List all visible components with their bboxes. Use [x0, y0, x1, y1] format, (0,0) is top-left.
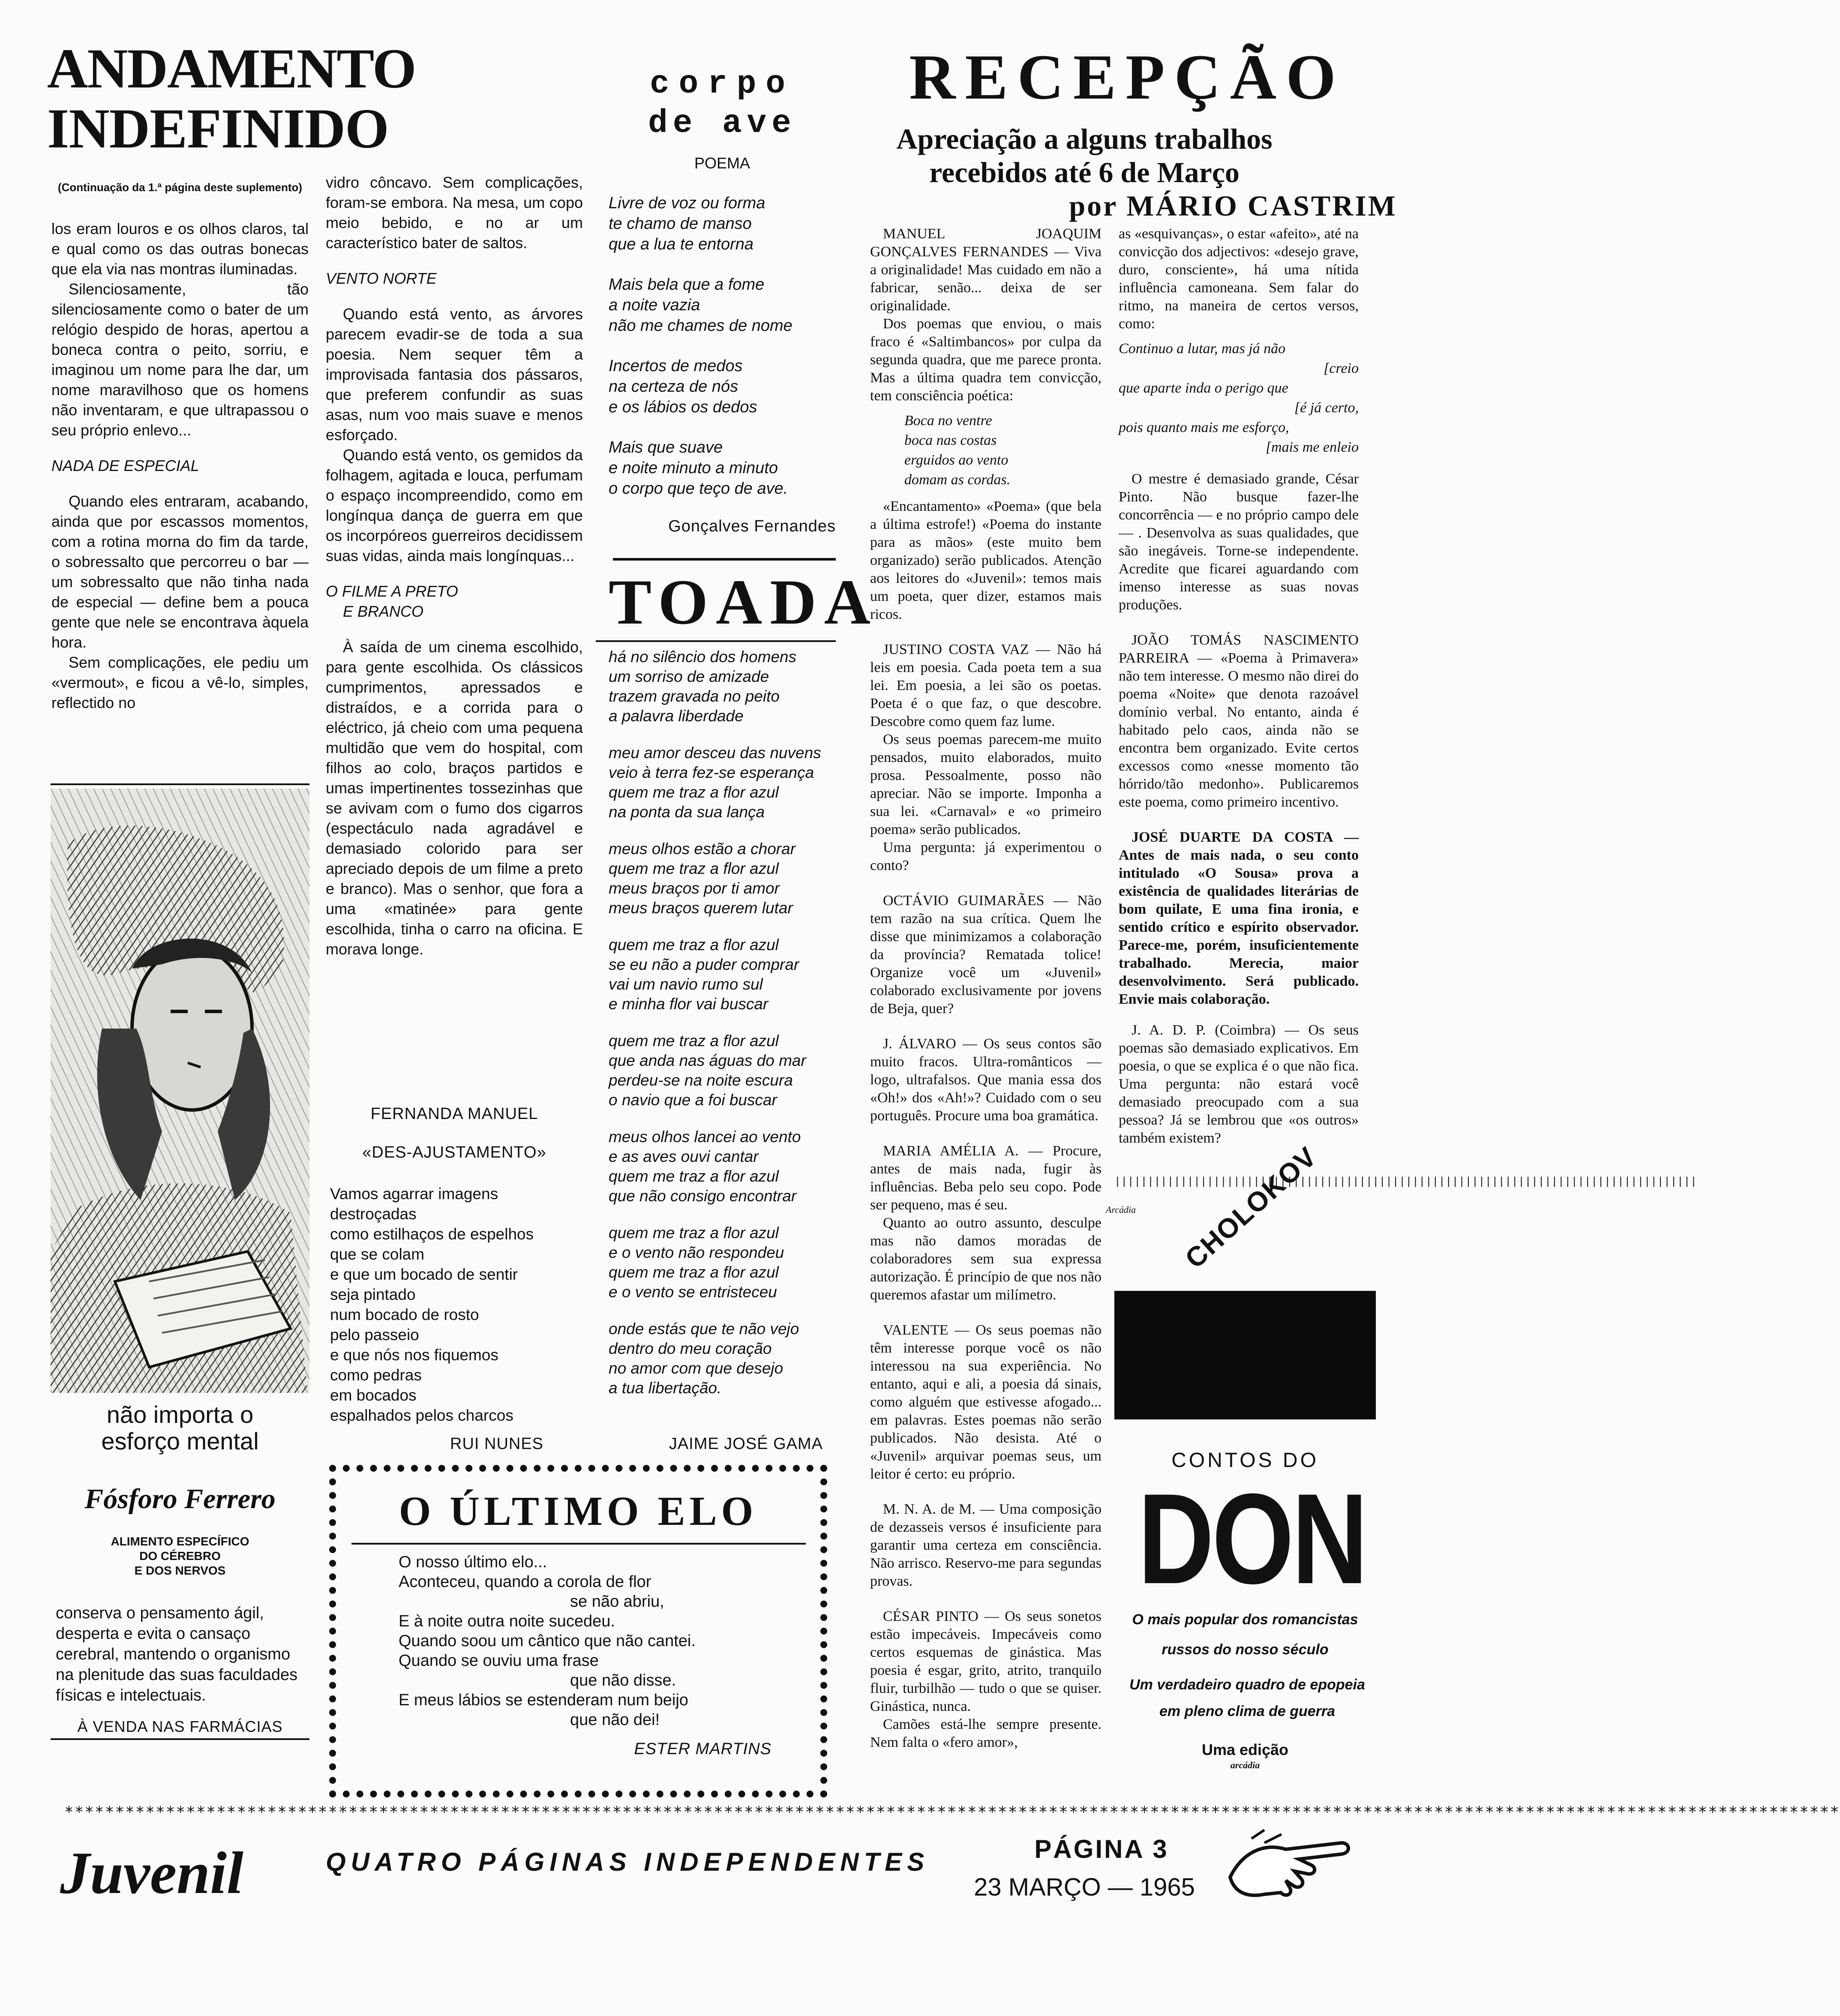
col2-para2: Quando está vento, as árvores parecem evadir-se de toda a sua poesia. Nem sequer têm a improvisada fantasia dos pássaros, que preferem confundir as suas asas, num voo mais suave e menos esforçado. [326, 305, 583, 444]
poem-line: há no silêncio dos homens [609, 648, 797, 666]
poem-line: se eu não a puder comprar [609, 956, 799, 973]
poem-line: meus braços por ti amor [609, 879, 780, 897]
col2-para4: À saída de um cinema escolhido, para gente escolhida. Os clássicos cumprimentos, apressados e distraídos, e a corrida para o eléctrico, já cheio com uma pequena multidão que vem do hospital, com filhos ao colo, braços partidos e umas impertinentes tossezinhas que se avivam com o fumo dos cigarros (espectáculo nada agradável e demasiado colorido para ser apreciado depois de um filme a preto e branco). Mas o senhor, que fora a uma «matinée» para gente escolhida, tinha o carro na oficina. E morava longe. [326, 638, 583, 958]
recepcao-sub2: recebidos até 6 de Março [929, 156, 1240, 189]
recepcao-byline: por MÁRIO CASTRIM [1069, 189, 1397, 222]
col6-p5: J. A. D. P. (Coimbra) — Os seus poemas são demasiado explicativos. Em poesia, o que se explica é o que não fica. Uma pergunta: não estará você demasiado preocupado com a sua pessoa? Já se lembrou que «os outros» também existem? [1119, 1022, 1359, 1146]
poem-line: quem me traz a flor azul [609, 936, 779, 954]
stanza [609, 356, 831, 417]
poem-line: e que um bocado de sentir [330, 1266, 518, 1283]
corpo-signature: Gonçalves Fernandes [668, 517, 836, 535]
toada-title: TOADA [609, 567, 878, 638]
recepcao-sub1: Apreciação a alguns trabalhos [896, 123, 1273, 155]
col1-para3: Quando eles entraram, acabando, ainda que por escassos momentos, com a rotina morna do fim da tarde, o sobressalto que percorreu o bar — um sobressalto que não tinha nada de especial — define bem a pouca gente que nele se encontrava àquela hora. [51, 492, 309, 651]
col6-p2: O mestre é demasiado grande, César Pinto. Não busque fazer-lhe concorrência — e no próprio campo dele — . Desenvolva as suas qualidades, que são inegáveis. Torne-se independente. Acredite que ficarei aguardando com imenso interesse as suas novas produções. [1119, 471, 1359, 613]
col6-text [1119, 225, 1359, 1147]
poem-line: vai um navio rumo sul [609, 975, 763, 993]
col1-title-line2: INDEFINIDO [47, 97, 389, 160]
stanza [609, 743, 840, 822]
col2-para1: vidro côncavo. Sem complicações, foram-se embora. Na mesa, um copo meio bebido, e no ar um característico bater de saltos. [326, 174, 583, 252]
quote-line: domam as cordas. [904, 472, 1011, 488]
col5-p7: OCTÁVIO GUIMARÃES — Não tem razão na sua crítica. Quem lhe disse que minimizamos a colaboração da província? Rematada tolice! Organize você um «Juvenil» colaborado exclusivamente por jovens de Beja, quer? [870, 893, 1102, 1017]
poem-line: dentro do meu coração [609, 1340, 772, 1357]
quote-line: erguidos ao vento [904, 452, 1009, 468]
col5-p3: «Encantamento» «Poema» (que bela a última estrofe!) «Poema do instante para as mãos» (este muito bem organizado) serão publicados. Atenção aos leitores do «Juvenil»: temos mais um poeta, quer dizer, estamos mais ricos. [870, 498, 1102, 622]
poem-line: seja pintado [330, 1286, 416, 1303]
ad2-title: DON [1138, 1467, 1366, 1611]
col5-p1: MANUEL JOAQUIM GONÇALVES FERNANDES — Viva a originalidade! Mas cuidado em não a fabricar, senão... deixa de ser originalidade. [870, 226, 1102, 314]
col2-subhead1: VENTO NORTE [326, 270, 437, 287]
poem-line: Mais bela que a fome [609, 276, 765, 294]
poem-line: que se colam [330, 1245, 425, 1263]
elo-title: O ÚLTIMO ELO [399, 1488, 758, 1534]
toada-poem [609, 647, 840, 1415]
poem-line: e o vento se entristeceu [609, 1283, 777, 1301]
stanza [609, 647, 840, 726]
ad1-caption [51, 1401, 309, 1455]
col5-p11: VALENTE — Os seus poemas não têm interesse porque você os não interessou na sua experiência. No entanto, aqui e ali, a poesia dá sinais, como alguém que estivesse afogado... em palavras. Estes poemas não serão publicados. Não desista. Até o «Juvenil» arquivar poemas seus, um leitor é certo: eu próprio. [870, 1322, 1102, 1482]
col2-para3: Quando está vento, os gemidos da folhagem, agitada e louca, perfumam o espaço incompreendido, como em longínqua dança de guerra em que os incorpóreos guerreiros decidissem suas vidas, ainda mais longínquas... [326, 446, 583, 564]
stanza [609, 1319, 840, 1398]
poem-line: Mais que suave [609, 438, 723, 456]
quote-line: [é já certo, [1294, 400, 1359, 416]
corpo-poem [609, 193, 831, 519]
poem-line: a tua libertação. [609, 1379, 722, 1397]
corpo-subtitle: POEMA [694, 154, 750, 172]
poem-line: e as aves ouvi cantar [609, 1148, 759, 1165]
poem-line: Aconteceu, quando a corola de flor [399, 1573, 651, 1591]
col5-quote [904, 411, 1102, 490]
col2-subhead2b: E BRANCO [343, 603, 424, 620]
col1-para4: Sem complicações, ele pediu um «vermout», e ficou a vê-lo, simples, reflectido no [51, 654, 309, 711]
poem-line: se não abriu, [570, 1593, 664, 1611]
poem-line: que não dei! [570, 1711, 660, 1729]
ad2-line1: O mais popular dos romancistas [1132, 1611, 1358, 1628]
poem-line: a noite vazia [609, 296, 700, 314]
thinker-drawing [51, 789, 309, 1393]
col6-p1: as «esquivanças», o estar «afeito», até na convicção dos adjectivos: «desejo grave, duro, consciente», há uma nítida influência camoneana. Sem falar do ritmo, na maneira de certos versos, como: [1119, 226, 1359, 332]
poem-line: quem me traz a flor azul [609, 1167, 779, 1185]
footer-page: PÁGINA 3 [1034, 1835, 1169, 1863]
poem-line: meu amor desceu das nuvens [609, 744, 821, 762]
col6-quote [1119, 339, 1359, 457]
poem-line: O nosso último elo... [399, 1553, 547, 1571]
col5-p8: J. ÁLVARO — Os seus contos são muito fracos. Ultra-românticos — logo, ultrafalsos. Que mania essa dos «Oh!» dos «Ah!»? Cuidado com o seu português. Procure uma boa gramática. [870, 1036, 1102, 1124]
footer-stars: ******************************************************************************************************************************************************************************* [64, 1803, 1840, 1821]
poem-line: quem me traz a flor azul [609, 1224, 779, 1242]
col5-p14: Camões está-lhe sempre presente. Nem falta o «fero amor», [870, 1716, 1102, 1750]
col1-text [51, 219, 309, 713]
poem-line: e que nós nos fiquemos [330, 1346, 498, 1364]
poem-line: Quando se ouviu uma frase [399, 1652, 599, 1670]
poem-line: quem me traz a flor azul [609, 860, 779, 877]
col5-p10: Quanto ao outro assunto, desculpe mas não damos moradas de colaboradores sem sua expressa autorização. É princípio de que nos não queremos afastar um milímetro. [870, 1215, 1102, 1303]
toada-bottom-rule [596, 640, 836, 642]
poem-line: destroçadas [330, 1205, 417, 1223]
poem-line: Vamos agarrar imagens [330, 1185, 498, 1203]
stanza [609, 1127, 840, 1206]
poem-line: um sorriso de amizade [609, 668, 769, 685]
corpo-title-line1: corpo [649, 66, 795, 102]
quote-line: Continuo a lutar, mas já não [1119, 341, 1286, 357]
col2-text [326, 172, 583, 959]
poem-line: como estilhaços de espelhos [330, 1225, 534, 1243]
desajustamento-poem [330, 1184, 583, 1425]
corpo-title-line2: de ave [648, 105, 796, 142]
poem-line: meus braços querem lutar [609, 899, 793, 917]
poem-line: quem me traz a flor azul [609, 783, 779, 801]
poem-line: que anda nas águas do mar [609, 1052, 806, 1069]
elo-poem [399, 1552, 784, 1730]
col5-p2: Dos poemas que enviou, o mais fraco é «Saltimbancos» por culpa da segunda quadra, que me parece pronta. Mas a última quadra tem convicção, tem consciência poética: [870, 316, 1102, 404]
poem-line: veio à terra fez-se esperança [609, 764, 814, 781]
col1-para1: los eram louros e os olhos claros, tal e qual como os das outras bonecas que ela via nas montras iluminadas. [51, 220, 309, 278]
poem-line: Quando soou um cântico que não cantei. [399, 1632, 696, 1650]
stanza [609, 274, 831, 336]
ad1-caption-line2: esforço mental [101, 1428, 259, 1455]
poem-line: em bocados [330, 1386, 417, 1404]
stanza [609, 1223, 840, 1302]
quote-line: [mais me enleio [1265, 439, 1359, 455]
desajustamento-signature: RUI NUNES [450, 1435, 544, 1453]
elo-signature: ESTER MARTINS [634, 1740, 771, 1758]
ad2-line3: Um verdadeiro quadro de epopeia em pleno clima de guerra [1129, 1677, 1365, 1719]
ad1-tagline-line1: ALIMENTO ESPECÍFICO [111, 1535, 249, 1548]
ad1-tagline [51, 1534, 309, 1578]
stanza [609, 839, 840, 918]
col5-text [870, 225, 1102, 1752]
ad1-tagline-line2: DO CÉREBRO [139, 1549, 221, 1563]
poem-line: que a lua te entorna [609, 235, 754, 253]
ad1-body: conserva o pensamento ágil, desperta e evita o cansaço cerebral, mantendo o organismo na plenitude das suas faculdades físicas e intelectuais. [56, 1604, 298, 1704]
poem-line: te chamo de manso [609, 215, 752, 233]
col2-subhead2a: O FILME A PRETO [326, 582, 458, 600]
ad2-author: CHOLOKOV [1179, 1140, 1323, 1275]
poem-line: onde estás que te não vejo [609, 1320, 799, 1338]
col2-signature: FERNANDA MANUEL [370, 1105, 538, 1123]
ad1-footer: À VENDA NAS FARMÁCIAS [51, 1718, 309, 1740]
col1-rule [51, 783, 309, 785]
quote-line: pois quanto mais me esforço, [1119, 420, 1289, 435]
col1-title [47, 37, 416, 160]
poem-line: Livre de voz ou forma [609, 194, 765, 212]
recepcao-title: RECEPÇÃO [909, 42, 1345, 113]
ad1-illustration [51, 789, 309, 1393]
elo-title-rule [351, 1543, 806, 1545]
col5-p4: JUSTINO COSTA VAZ — Não há leis em poesia. Cada poeta tem a sua lei. Em poesia, a lei são os poetas. Poeta é o que faz, o que descobre. Descobre como quem faz lume. [870, 642, 1102, 729]
col1-para2: Silenciosamente, tão silenciosamente como o bater de um relógio despido de horas, apertou a boneca contra o peito, sorriu, e imaginou um nome para lhe dar, um nome maravilhoso que os homens não inventaram, e que ultrapassou o seu próprio enlevo... [51, 280, 309, 439]
poem-line: o corpo que teço de ave. [609, 480, 788, 498]
poem-line: num bocado de rosto [330, 1306, 479, 1323]
col5-p9: MARIA AMÉLIA A. — Procure, antes de mais nada, fugir às influências. Beba pelo seu copo. Pode ser pequeno, mas é seu. [870, 1143, 1102, 1213]
poem-line: e minha flor vai buscar [609, 995, 768, 1013]
poem-line: quem me traz a flor azul [609, 1032, 779, 1050]
footer-brand: Juvenil [60, 1840, 243, 1906]
stanza [609, 1031, 840, 1110]
poem-line: espalhados pelos charcos [330, 1407, 513, 1424]
poem-line: E à noite outra noite sucedeu. [399, 1612, 615, 1630]
col1-subhead1: NADA DE ESPECIAL [51, 457, 199, 474]
col6-divider: |||||||||||||||||||||||||||||||||||||||||||||||||||||||||||||||||||||||||||||||||||||||| [1114, 1175, 1697, 1187]
col1-title-line1: ANDAMENTO [47, 37, 416, 100]
poem-line: que não consigo encontrar [609, 1187, 797, 1205]
poem-line: pelo passeio [330, 1326, 419, 1344]
continuation-note: (Continuação da 1.ª página deste suplemento) [57, 181, 303, 194]
ad2-black-block [1114, 1291, 1376, 1419]
col5-p6: Uma pergunta: já experimentou o conto? [870, 840, 1102, 873]
col5-p5: Os seus poemas parecem-me muito pensados, muito elaborados, muito prosa. Pessoalmente, posso não apreciar. Não se importe. Imponha a sua lei. «Carnaval» e «o primeiro poema» serão publicados. [870, 732, 1102, 837]
ad1-brand: Fósforo Ferrero [84, 1483, 276, 1515]
ad2-artist: Arcádia [1106, 1204, 1136, 1215]
poem-line: o navio que a foi buscar [609, 1091, 777, 1109]
poem-line: como pedras [330, 1366, 422, 1384]
quote-line: que aparte inda o perigo que [1119, 380, 1288, 396]
poem-line: e os lábios os dedos [609, 398, 757, 416]
col5-p13: CÉSAR PINTO — Os seus sonetos estão impecáveis. Impecáveis como certos esquemas de ginástica. Mas poesia é esgar, grito, atrito, tranquilo fluir, turbilhão — tudo o que se quiser. Ginástica, nunca. [870, 1608, 1102, 1714]
corpo-title [609, 64, 836, 143]
ad1-tagline-line3: E DOS NERVOS [134, 1564, 226, 1577]
col5-p12: M. N. A. de M. — Uma composição de dezasseis versos é insuficiente para garantir uma certeza em consciência. Não arrisco. Reservo-me para segundas provas. [870, 1501, 1102, 1589]
poem-line: meus olhos estão a chorar [609, 840, 796, 858]
stanza [609, 437, 831, 499]
poem-line: que não disse. [570, 1671, 676, 1689]
poem-line: na ponta da sua lança [609, 803, 765, 821]
poem-line: a palavra liberdade [609, 707, 744, 725]
toada-signature: JAIME JOSÉ GAMA [669, 1435, 823, 1453]
poem-line: E meus lábios se estenderam num beijo [399, 1691, 688, 1709]
col6-p4: JOSÉ DUARTE DA COSTA — Antes de mais nada, o seu conto intitulado «O Sousa» prova a existência de qualidades literárias de bom quilate, E uma fina ironia, e sentido crítico e espírito observador. Parece-me, porém, insuficientemente trabalhado. Merecia, maior desenvolvimento. Será publicado. Envie mais colaboração. [1119, 829, 1359, 1007]
poem-line: Incertos de medos [609, 357, 743, 375]
quote-line: [creio [1324, 360, 1359, 376]
recepcao-subtitle [857, 122, 1397, 222]
ad2-edition: Uma edição [1201, 1741, 1289, 1758]
poem-line: não me chames de nome [609, 317, 792, 335]
stanza [609, 193, 831, 255]
poem-line: quem me traz a flor azul [609, 1263, 779, 1281]
stanza [609, 935, 840, 1014]
poem-line: e o vento não respondeu [609, 1244, 784, 1261]
pointing-hand-icon [1226, 1826, 1354, 1907]
ad2-publisher: arcádia [1230, 1760, 1260, 1770]
ad2-series: CONTOS DO [1171, 1449, 1319, 1472]
poem-line: trazem gravada no peito [609, 687, 780, 705]
poem-line: meus olhos lancei ao vento [609, 1128, 801, 1146]
desajustamento-title: «DES-AJUSTAMENTO» [362, 1143, 546, 1161]
toada-top-rule [613, 558, 836, 561]
quote-line: Boca no ventre [904, 413, 992, 429]
poem-line: na certeza de nós [609, 378, 738, 396]
poem-line: e noite minuto a minuto [609, 459, 778, 477]
poem-line: no amor com que desejo [609, 1359, 783, 1377]
ad2-line2: russos do nosso século [1162, 1641, 1329, 1658]
ad1-caption-line1: não importa o [106, 1401, 254, 1428]
footer-date: 23 MARÇO — 1965 [974, 1873, 1195, 1901]
poem-line: perdeu-se na noite escura [609, 1071, 793, 1089]
footer-tagline: QUATRO PÁGINAS INDEPENDENTES [326, 1848, 930, 1876]
col6-p3: JOÃO TOMÁS NASCIMENTO PARREIRA — «Poema à Primavera» não tem interesse. O mesmo não direi do poema «Noite» que denota razoável domínio verbal. No entanto, ainda é habitado pelo caos, ainda não se encontra bem organizado. Evite certos excessos como «nesse momento tão hórrido/tão medonho». Publicaremos este poema, como primeiro incentivo. [1119, 632, 1359, 810]
quote-line: boca nas costas [904, 432, 997, 448]
